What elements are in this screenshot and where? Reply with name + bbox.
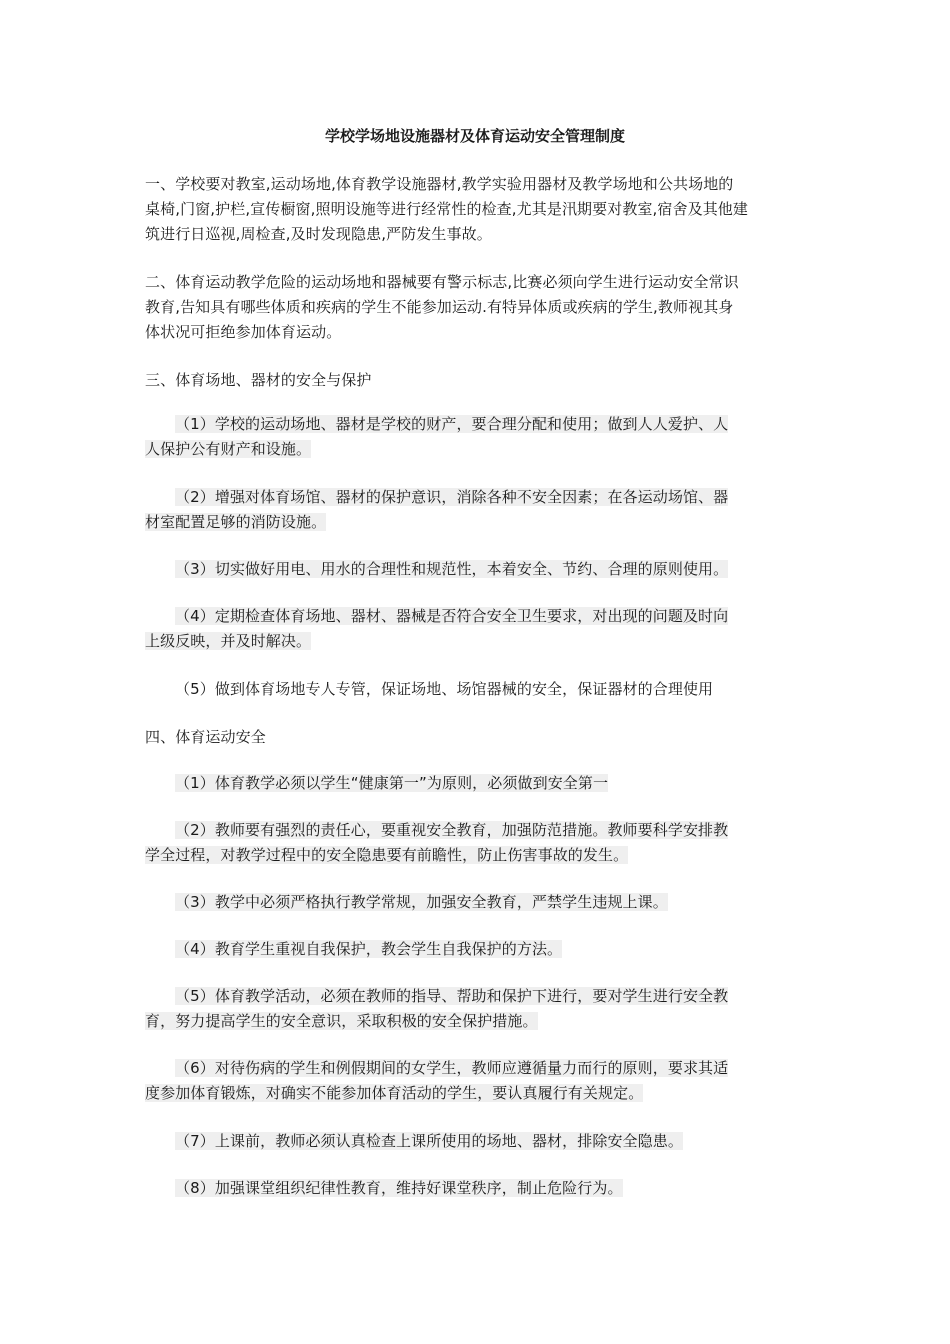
paragraph-line: 二、体育运动教学危险的运动场地和器械要有警示标志,比赛必须向学生进行运动安全常识	[145, 273, 739, 291]
item-line: 材室配置足够的消防设施。	[145, 513, 327, 531]
item-line: （8）加强课堂组织纪律性教育，维持好课堂秩序，制止危险行为。	[175, 1179, 623, 1197]
item-line: 学全过程，对教学过程中的安全隐患要有前瞻性，防止伤害事故的发生。	[145, 846, 629, 864]
section-3-item-1	[145, 412, 810, 462]
paragraph-line: 桌椅,门窗,护栏,宣传橱窗,照明设施等进行经常性的检查,尤其是汛期要对教室,宿舍及其他建	[145, 200, 749, 218]
section-4-item-2	[145, 818, 810, 868]
item-line: （6）对待伤病的学生和例假期间的女学生，教师应遵循量力而行的原则，要求其适	[175, 1059, 729, 1077]
paragraph-line: 一、学校要对教室,运动场地,体育教学设施器材,教学实验用器材及教学场地和公共场地的	[145, 175, 734, 193]
item-line: 育，努力提高学生的安全意识，采取积极的安全保护措施。	[145, 1012, 538, 1030]
item-line: （4）定期检查体育场地、器材、器械是否符合安全卫生要求，对出现的问题及时向	[175, 607, 729, 625]
section-4-item-5	[145, 984, 810, 1034]
section-4-item-8	[145, 1176, 810, 1201]
item-line: 上级反映，并及时解决。	[145, 632, 312, 650]
paragraph-line: 体状况可拒绝参加体育运动。	[145, 323, 342, 341]
item-line: （1）体育教学必须以学生“健康第一”为原则，必须做到安全第一	[175, 774, 609, 792]
section-3-item-3	[145, 557, 810, 582]
paragraph-line: 筑进行日巡视,周检查,及时发现隐患,严防发生事故。	[145, 225, 492, 243]
heading-text: 四、体育运动安全	[145, 728, 266, 746]
item-line: （2）增强对体育场馆、器材的保护意识，消除各种不安全因素；在各运动场馆、器	[175, 488, 729, 506]
section-4-item-7	[145, 1129, 810, 1154]
item-line: （4）教育学生重视自我保护，教会学生自我保护的方法。	[175, 940, 563, 958]
item-line: （3）切实做好用电、用水的合理性和规范性，本着安全、节约、合理的原则使用。	[175, 560, 729, 578]
item-line: （7）上课前，教师必须认真检查上课所使用的场地、器材，排除安全隐患。	[175, 1132, 683, 1150]
item-line: （2）教师要有强烈的责任心，要重视安全教育，加强防范措施。教师要科学安排教	[175, 821, 729, 839]
section-3-item-5	[145, 677, 810, 702]
section-3-item-2	[145, 485, 810, 535]
item-line: （1）学校的运动场地、器材是学校的财产，要合理分配和使用；做到人人爱护、人	[175, 415, 729, 433]
item-line: （5）做到体育场地专人专管，保证场地、场馆器械的安全，保证器材的合理使用	[175, 680, 714, 698]
paragraph-section-1	[145, 172, 810, 247]
item-line: （5）体育教学活动，必须在教师的指导、帮助和保护下进行，要对学生进行安全教	[175, 987, 729, 1005]
item-line: 人保护公有财产和设施。	[145, 440, 312, 458]
heading-text: 三、体育场地、器材的安全与保护	[145, 371, 372, 389]
section-4-item-4	[145, 937, 810, 962]
section-3-item-4	[145, 604, 810, 654]
section-4-item-1	[145, 771, 810, 796]
document-title: 学校学场地设施器材及体育运动安全管理制度	[324, 127, 625, 145]
section-3-heading	[145, 368, 810, 393]
paragraph-section-2	[145, 270, 810, 345]
item-line: （3）教学中必须严格执行教学常规，加强安全教育，严禁学生违规上课。	[175, 893, 668, 911]
item-line: 度参加体育锻炼，对确实不能参加体育活动的学生，要认真履行有关规定。	[145, 1084, 644, 1102]
section-4-item-3	[145, 890, 810, 915]
section-4-item-6	[145, 1056, 810, 1106]
section-4-heading	[145, 725, 810, 750]
paragraph-line: 教育,告知具有哪些体质和疾病的学生不能参加运动.有特异体质或疾病的学生,教师视其身	[145, 298, 734, 316]
